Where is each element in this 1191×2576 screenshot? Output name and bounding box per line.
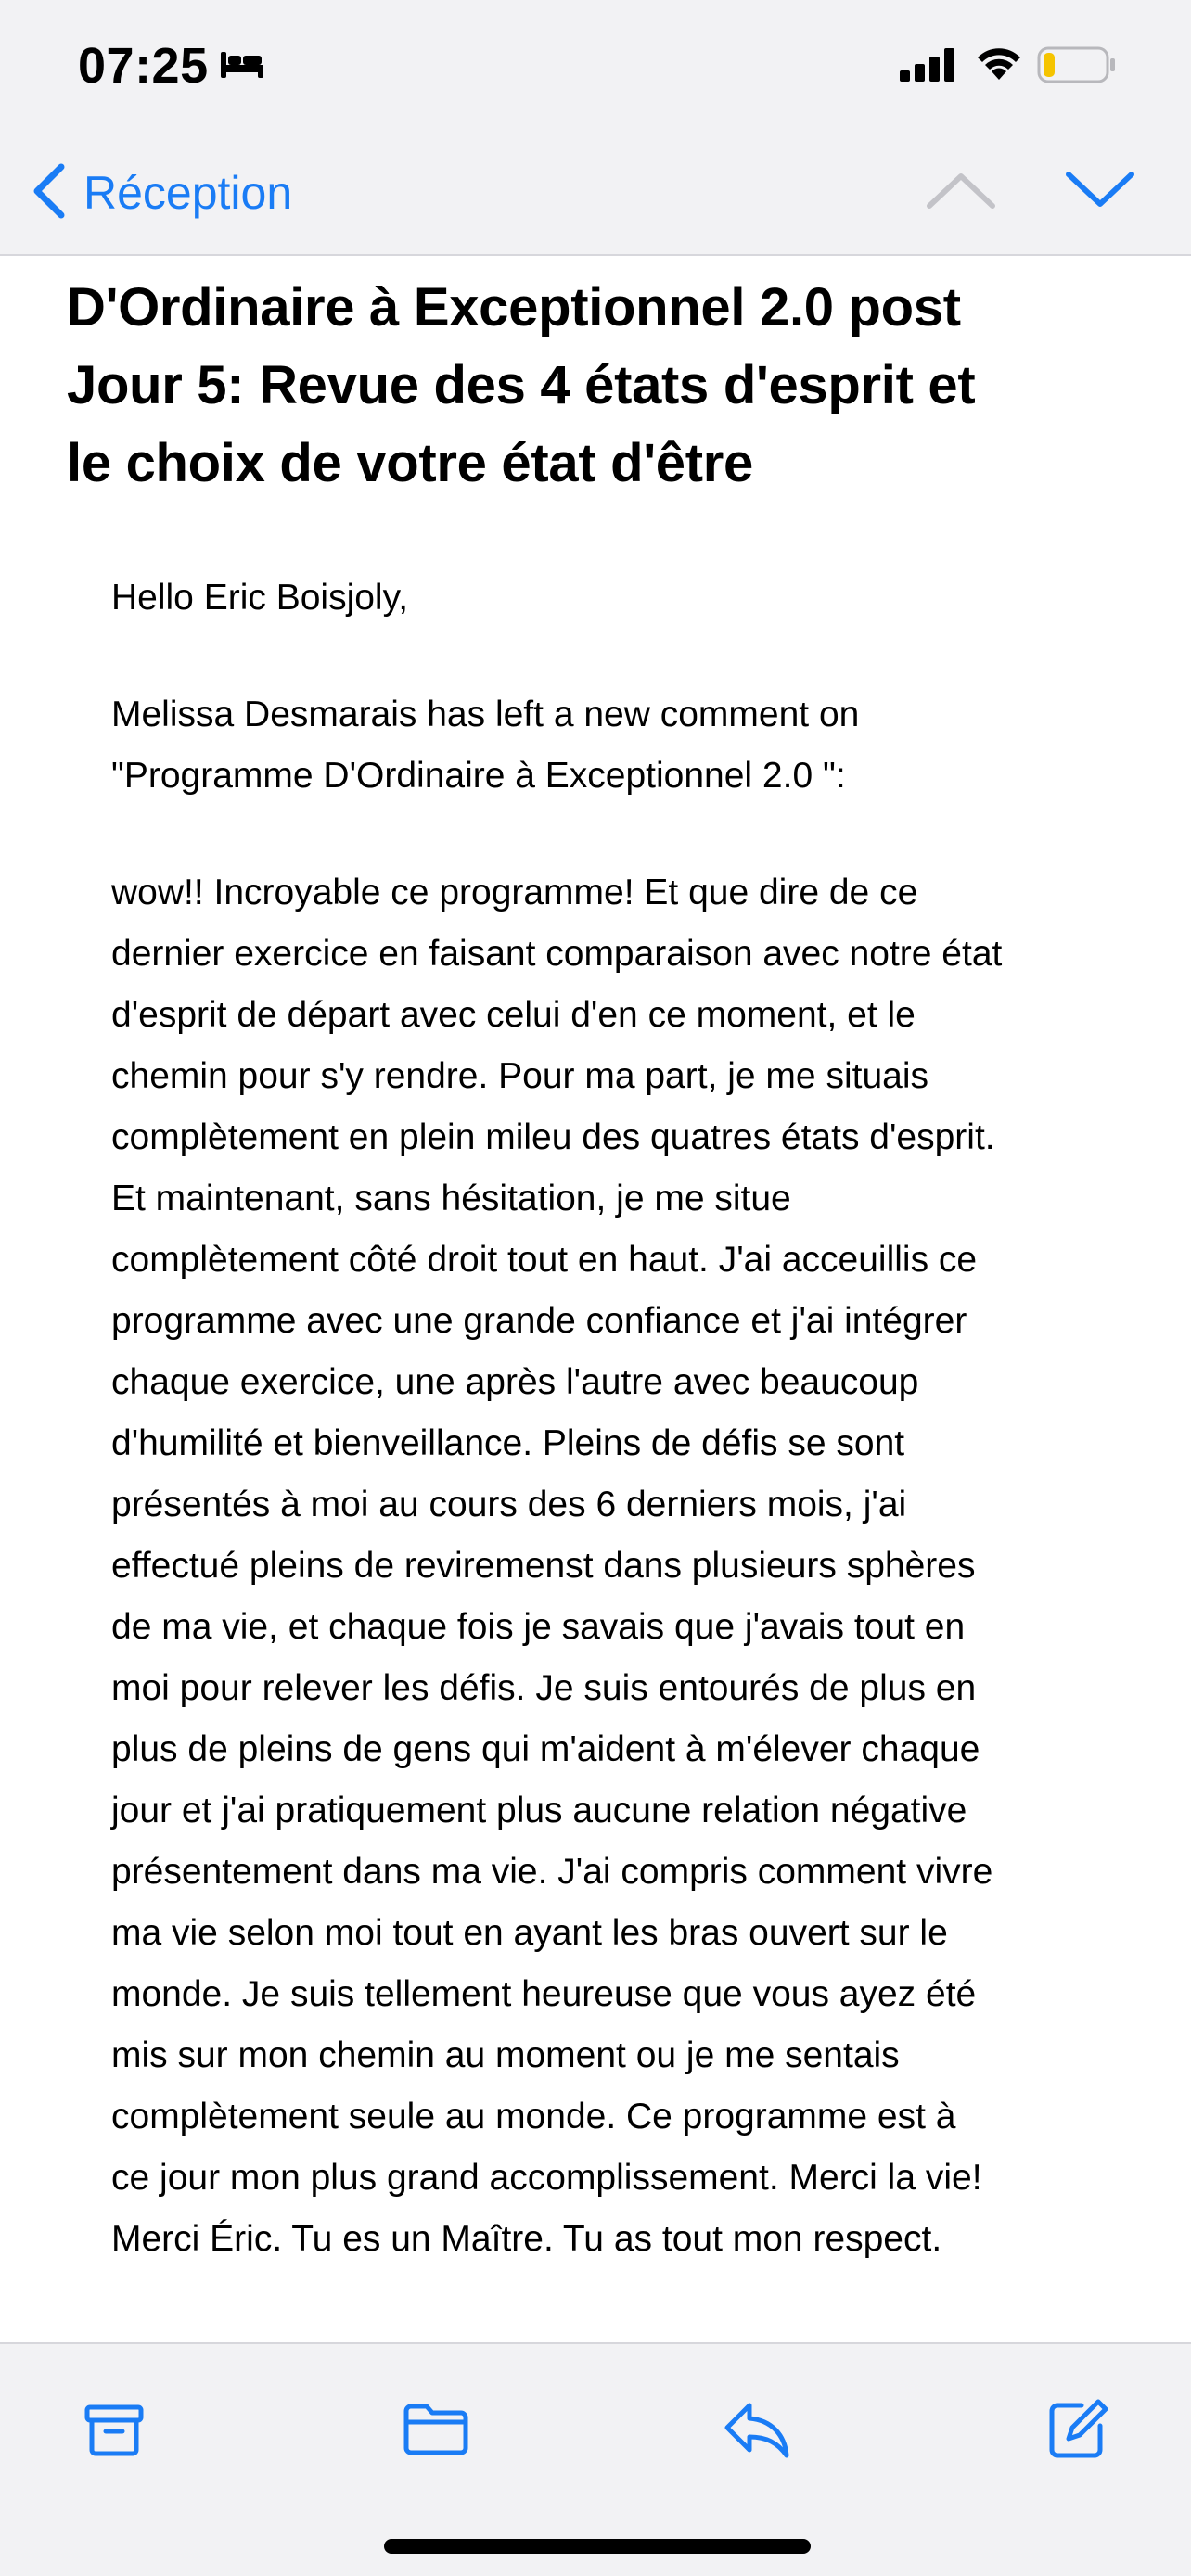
comment-paragraph xyxy=(111,862,1113,2270)
archive-button[interactable] xyxy=(82,2396,147,2466)
subject-line: D'Ordinaire à Exceptionnel 2.0 post xyxy=(67,277,961,338)
home-indicator[interactable] xyxy=(384,2539,811,2554)
back-label: Réception xyxy=(83,167,293,219)
comment-line: dernier exercice en faisant comparaison avec notre état xyxy=(111,934,1003,974)
comment-line: monde. Je suis tellement heureuse que vous ayez été xyxy=(111,1974,977,2014)
chevron-up-icon xyxy=(924,201,998,217)
folder-icon xyxy=(401,2449,471,2465)
next-message-button[interactable] xyxy=(1063,167,1137,218)
comment-line: Merci Éric. Tu es un Maître. Tu as tout mon respect. xyxy=(111,2219,942,2259)
comment-line: Et maintenant, sans hésitation, je me situe xyxy=(111,1179,791,1218)
comment-line: présentement dans ma vie. J'ai compris comment vivre xyxy=(111,1852,993,1892)
bed-icon xyxy=(219,48,265,84)
email-body xyxy=(111,567,1113,2270)
subject-line: Jour 5: Revue des 4 états d'esprit et xyxy=(67,355,976,415)
comment-line: effectué pleins de reviremenst dans plusieurs sphères xyxy=(111,1546,976,1586)
archive-icon xyxy=(82,2449,147,2465)
navigation-bar xyxy=(0,139,1191,256)
comment-line: ce jour mon plus grand accomplissement. Merci la vie! xyxy=(111,2158,982,2198)
previous-message-button[interactable] xyxy=(924,167,998,218)
back-to-inbox-button[interactable] xyxy=(32,159,292,226)
chevron-down-icon xyxy=(1063,201,1137,217)
comment-line: wow!! Incroyable ce programme! Et que dire de ce xyxy=(111,873,918,912)
cellular-signal-icon xyxy=(900,48,957,86)
comment-line: chaque exercice, une après l'autre avec beaucoup xyxy=(111,1362,919,1402)
reply-icon xyxy=(722,2449,792,2465)
comment-line: moi pour relever les défis. Je suis entourés de plus en xyxy=(111,1668,977,1708)
comment-line: ma vie selon moi tout en ayant les bras ouvert sur le xyxy=(111,1913,948,1953)
comment-line: de ma vie, et chaque fois je savais que j'avais tout en xyxy=(111,1607,966,1647)
reply-button[interactable] xyxy=(722,2396,792,2466)
chevron-left-icon xyxy=(32,163,67,223)
comment-line: complètement côté droit tout en haut. J'ai acceuillis ce xyxy=(111,1240,978,1280)
comment-line: chemin pour s'y rendre. Pour ma part, je me situais xyxy=(111,1056,928,1096)
wifi-icon xyxy=(974,45,1024,86)
comment-line: d'esprit de départ avec celui d'en ce moment, et le xyxy=(111,995,916,1035)
intro-line: Melissa Desmarais has left a new comment on xyxy=(111,695,860,734)
status-time: 07:25 xyxy=(78,38,209,94)
greeting: Hello Eric Boisjoly, xyxy=(111,578,409,618)
email-subject xyxy=(67,269,1152,503)
comment-line: présentés à moi au cours des 6 derniers mois, j'ai xyxy=(111,1485,907,1524)
comment-line: plus de pleins de gens qui m'aident à m'élever chaque xyxy=(111,1729,980,1769)
move-to-folder-button[interactable] xyxy=(401,2396,471,2466)
comment-line: mis sur mon chemin au moment ou je me sentais xyxy=(111,2035,900,2075)
intro-paragraph xyxy=(111,684,1113,807)
comment-line: jour et j'ai pratiquement plus aucune relation négative xyxy=(111,1791,967,1830)
intro-line: "Programme D'Ordinaire à Exceptionnel 2.0 ": xyxy=(111,756,846,796)
compose-button[interactable] xyxy=(1044,2396,1109,2466)
comment-line: programme avec une grande confiance et j'ai intégrer xyxy=(111,1301,967,1341)
battery-icon xyxy=(1037,46,1117,88)
comment-line: d'humilité et bienveillance. Pleins de défis se sont xyxy=(111,1423,905,1463)
subject-line: le choix de votre état d'être xyxy=(67,433,754,493)
comment-line: complètement seule au monde. Ce programme est à xyxy=(111,2097,956,2136)
compose-icon xyxy=(1044,2449,1109,2465)
status-bar xyxy=(0,0,1191,139)
comment-line: complètement en plein mileu des quatres états d'esprit. xyxy=(111,1117,995,1157)
